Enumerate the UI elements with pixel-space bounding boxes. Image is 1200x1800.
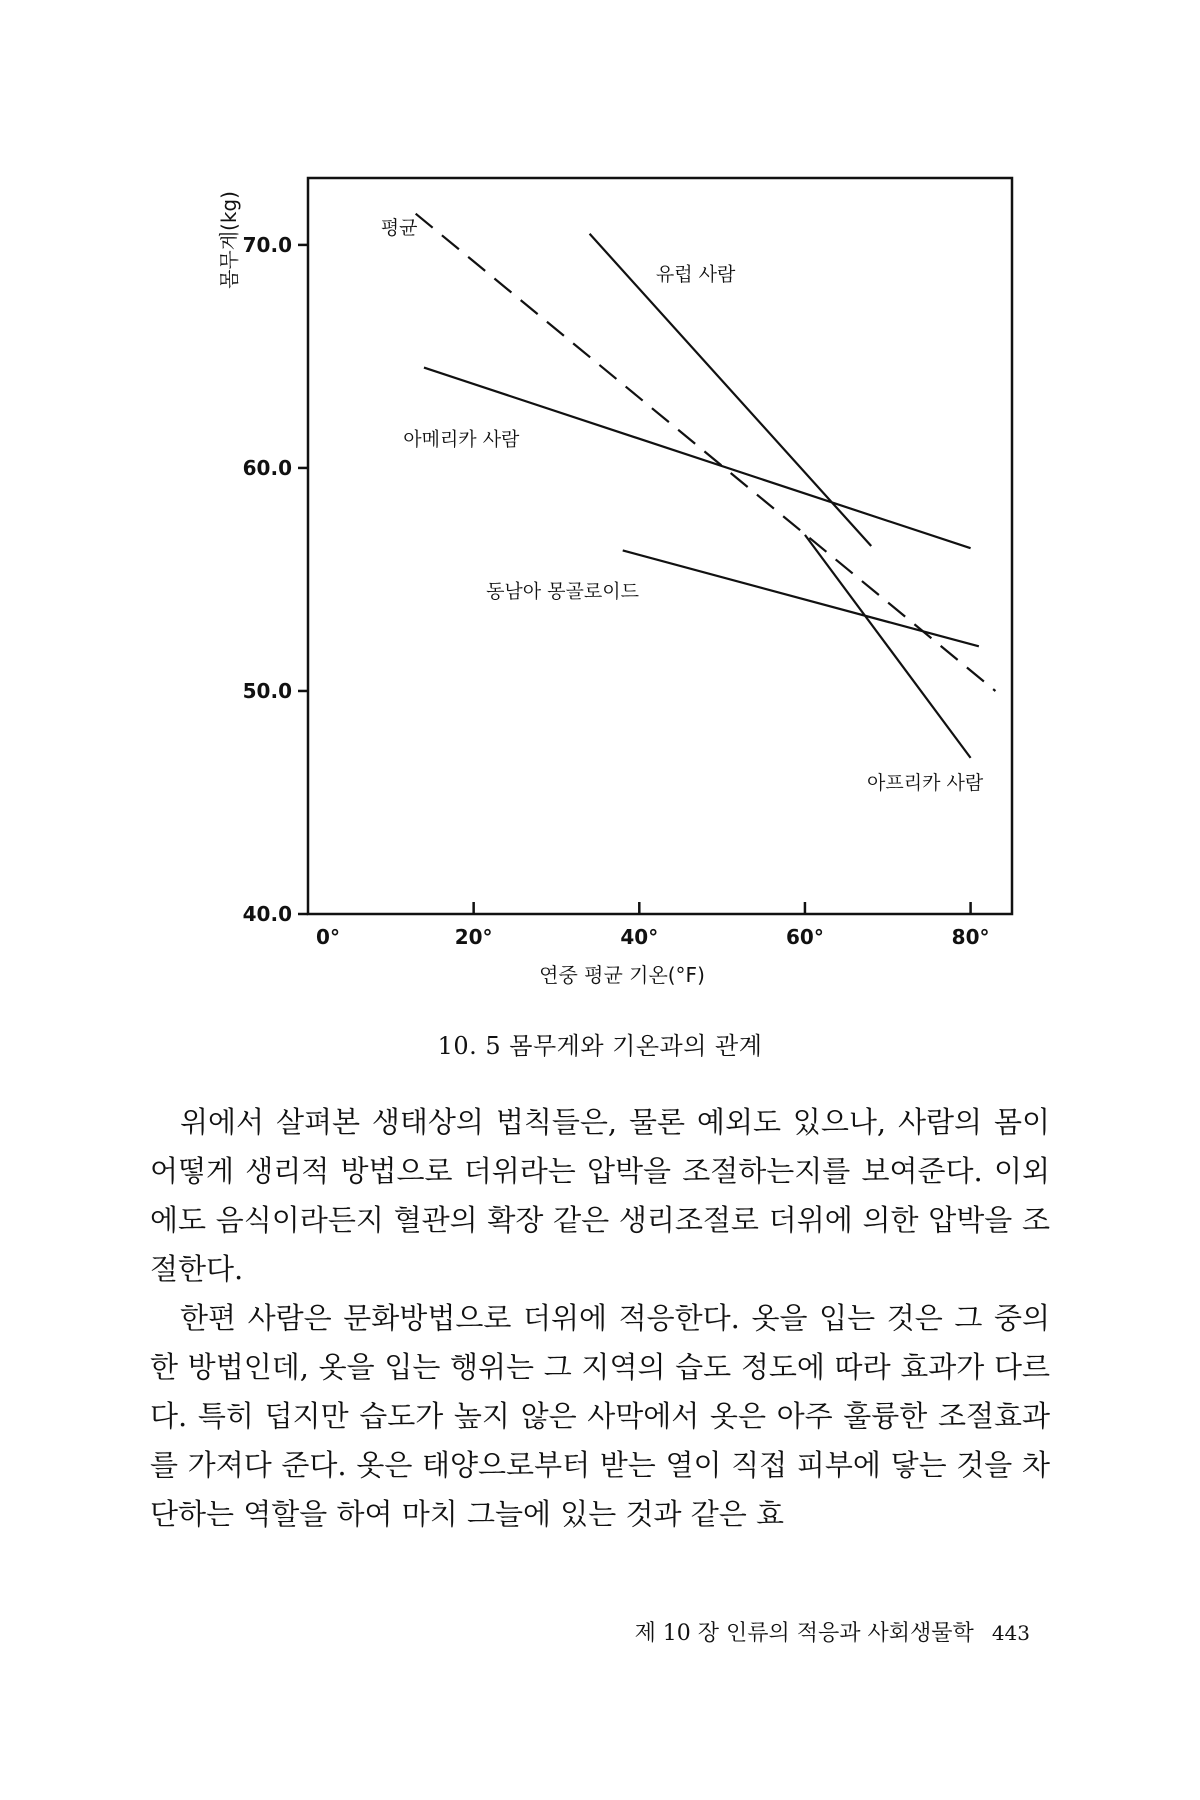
paragraph-1: 위에서 살펴본 생태상의 법칙들은, 물론 예외도 있으나, 사람의 몸이 어떻게 생리적 방법으로 더위라는 압박을 조절하는지를 보여준다. 이외에도 음식이라든지 혈관의 확장 같은 생리조절로 더위에 의한 압박을 조절한다. (150, 1105, 1050, 1286)
series-labels (381, 216, 984, 794)
body-text (150, 1098, 1050, 1539)
chapter-title: 제 10 장 인류의 적응과 사회생물학 (634, 1621, 974, 1646)
series-line-2 (424, 368, 971, 549)
x-tick-label-1: 20° (454, 925, 493, 949)
page-footer (570, 1616, 1030, 1647)
figure-caption: 10. 5 몸무게와 기온과의 관계 (437, 1032, 763, 1060)
y-axis-label: 몸무게(kg) (217, 191, 241, 289)
x-axis-label: 연중 평균 기온(°F) (539, 963, 705, 987)
series-label-1: 유럽 사람 (655, 263, 736, 286)
series-label-0: 평균 (380, 216, 418, 239)
page-number: 443 (991, 1621, 1030, 1645)
series-label-4: 아프리카 사람 (867, 772, 984, 795)
y-tick-label-0: 40.0 (242, 902, 292, 926)
series-line-3 (623, 550, 979, 646)
series-lines (416, 214, 996, 758)
x-tick-label-3: 60° (786, 925, 824, 949)
y-tick-label-3: 70.0 (242, 232, 292, 257)
series-label-2: 아메리카 사람 (403, 428, 520, 451)
y-tick-label-2: 60.0 (242, 455, 292, 480)
y-tick-label-1: 50.0 (242, 678, 292, 703)
series-label-3: 동남아 몽골로이드 (486, 580, 639, 603)
paragraph-2: 한편 사람은 문화방법으로 더위에 적응한다. 옷을 입는 것은 그 중의 한 방법인데, 옷을 입는 행위는 그 지역의 습도 정도에 따라 효과가 다르다. 특히 덥지만 습도가 높지 않은 사막에서 옷은 아주 훌륭한 조절효과를 가져다 준다. 옷은 태양으로부터 받는 열이 직접 피부에 닿는 것을 차단하는 역할을 하여 마치 그늘에 있는 것과 같은 효 (150, 1301, 1050, 1531)
x-tick-label-0: 0° (316, 925, 340, 949)
plot-frame (308, 178, 1012, 914)
x-tick-label-4: 80° (951, 925, 990, 949)
x-tick-label-2: 40° (620, 925, 659, 949)
series-line-4 (805, 535, 971, 758)
